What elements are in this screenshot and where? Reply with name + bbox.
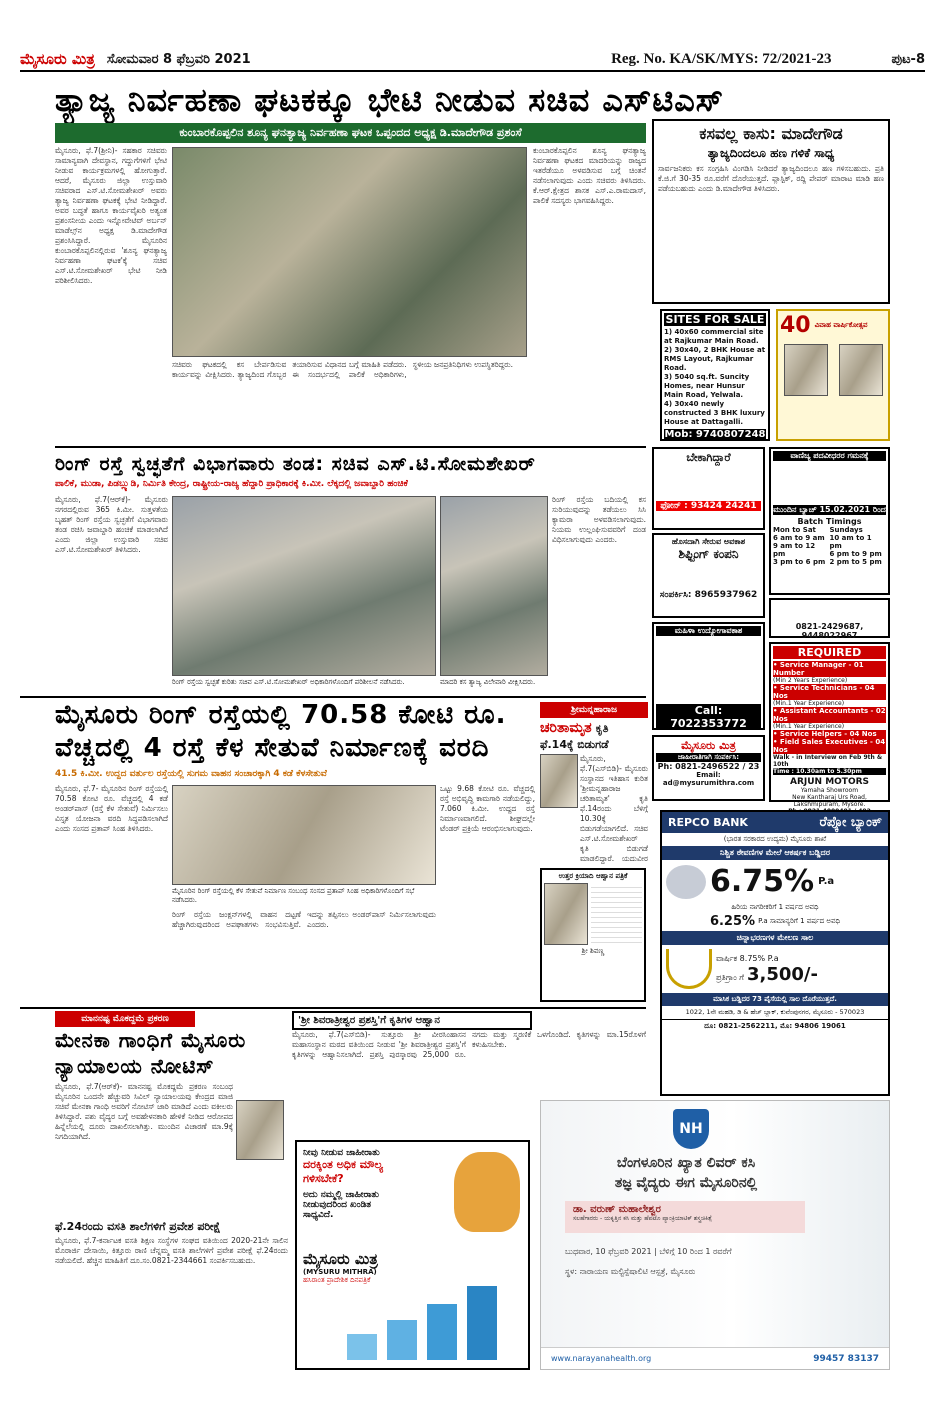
growth-bars-icon bbox=[337, 1280, 517, 1360]
story4-headline-suffix: ಕೃತಿ bbox=[595, 722, 609, 735]
shifting-name: ಶಿಫ್ಟಿಂಗ್ ಕಂಪನಿ bbox=[678, 547, 739, 561]
nh-date: ಬುಧವಾರ, 10 ಫೆಬ್ರವರಿ 2021 | ಬೆಳಿಗ್ಗೆ 10 ರಿಂದ 1 ರವರೆಗೆ bbox=[565, 1247, 732, 1256]
promo-line: ದರಕ್ಕಿಂತ ಅಧಿಕ ಮೌಲ್ಯ bbox=[303, 1158, 383, 1171]
side-story-box bbox=[652, 119, 890, 304]
required-ad bbox=[769, 642, 890, 808]
story4-tag bbox=[540, 702, 648, 718]
women-job-call: Call: 7022353772 bbox=[656, 704, 761, 730]
necklace-icon bbox=[666, 949, 712, 989]
nh-line1: ಬೆಂಗಳೂರಿನ ಖ್ಯಾತ ಲಿವರ್ ಕಸಿ bbox=[616, 1155, 756, 1171]
story4-headline-wrap bbox=[540, 720, 648, 736]
masthead bbox=[20, 48, 925, 72]
arjun-name: ARJUN MOTORS bbox=[789, 777, 870, 787]
story3-body-c: ಒಟ್ಟು 9.68 ಕೋಟಿ ರೂ. ವೆಚ್ಚದಲ್ಲಿ ರಸ್ತೆ ಅಭಿವೃದ್ಧಿ ಕಾಮಗಾರಿ ನಡೆಯಲಿದ್ದು, 7.060 ಕಿ.ಮೀ. ಉದ್ದದ ರಸ್ತೆ ನಿರ್ಮಾಣವಾಗಲಿದೆ. ಶೀಘ್ರದಲ್ಲೇ ಟೆಂಡರ್ ಪ್ರಕ್ರಿಯೆ ಆರಂಭಿಸಲಾಗುವುದು. bbox=[440, 784, 535, 833]
nh-doctor-banner bbox=[565, 1201, 805, 1233]
anniversary-photo-wife bbox=[784, 344, 828, 396]
shifting-title: ಹೊಸದಾಗಿ ಸೇರುವ ಅವಕಾಶ bbox=[671, 537, 746, 546]
gym-ad bbox=[769, 598, 890, 638]
masthead-page: ಪುಟ-8 bbox=[891, 51, 925, 67]
nh-doctor: ಡಾ. ವರುಣ್ ಮಹಾಲೇಶ್ವರ bbox=[573, 1204, 661, 1215]
nh-logo bbox=[673, 1109, 709, 1149]
repco-rate-pa: P.a bbox=[818, 876, 835, 887]
story1-subhead: ಕುಂಬಾರಕೊಪ್ಪಲಿನ ಶೂನ್ಯ ಘನತ್ಯಾಜ್ಯ ನಿರ್ವಹಣಾ ಘಟಕ ಒಪ್ಪಂದದ ಅಧ್ಯಕ್ಷ ಡಿ.ಮಾದೇಗೌಡ ಪ್ರಶಂಸೆ bbox=[55, 123, 646, 143]
coaching-title: ವಾಣಿಜ್ಯ ಪದವೀಧರರ ಗಮನಕ್ಕೆ bbox=[773, 451, 886, 461]
coaching-exam: ಮುಂದಿನ ಬ್ಯಾಚ್ 15.02.2021 ರಿಂದ bbox=[773, 505, 886, 514]
promo-line: ಗಳಿಸಬೇಕೆ? bbox=[303, 1172, 344, 1185]
anniversary-label: ವಿವಾಹ ವಾರ್ಷಿಕೋತ್ಸವ bbox=[814, 321, 868, 329]
story3-photo bbox=[172, 785, 436, 885]
piggy-bank-icon bbox=[666, 865, 706, 899]
required-item: • Service Helpers - 04 Nos bbox=[773, 730, 886, 738]
story2-caption-a: ರಿಂಗ್ ರಸ್ತೆಯ ಸ್ವಚ್ಛತೆ ಕುರಿತು ಸಚಿವ ಎಸ್.ಟಿ.ಸೋಮಶೇಖರ್ ಅಧಿಕಾರಿಗಳೊಂದಿಗೆ ಪರಿಶೀಲನೆ ನಡೆಸಿದರು. bbox=[172, 678, 405, 686]
sites-title: SITES FOR SALE bbox=[665, 313, 765, 326]
wanted-ad bbox=[652, 447, 765, 530]
promo-line: ಅದು ನಮ್ಮಲ್ಲಿ ಜಾಹೀರಾತು bbox=[303, 1190, 380, 1200]
gym-phone: 0821-2429687, 9448022967 bbox=[795, 622, 864, 640]
masthead-logo: ಮೈಸೂರು ಮಿತ್ರ bbox=[20, 50, 95, 68]
story4-subhead: ಫೆ.14ಕ್ಕೆ ಬಿಡುಗಡೆ bbox=[540, 738, 609, 751]
masthead-reg: Reg. No. KA/SK/MYS: 72/2021-23 bbox=[611, 50, 832, 67]
mitra-ad-ph: Ph: 0821-2496522 / 23 bbox=[657, 762, 760, 771]
repco-ad bbox=[660, 810, 890, 1096]
mitra-ad-email: Email: ad@mysurumithra.com bbox=[662, 771, 755, 787]
repco-gold-per: ಪ್ರತಿಗ್ರಾಂ ಗೆ bbox=[716, 972, 744, 982]
required-item: • Field Sales Executives - 04 Nos bbox=[773, 738, 886, 754]
story2-caption-b: ಮಾದರಿ ಕಸ ತ್ಯಾಜ್ಯ ವಿಲೇವಾರಿ ವೀಕ್ಷಿಸಿದರು. bbox=[440, 678, 536, 686]
story3-body-b: ರಿಂಗ್ ರಸ್ತೆಯ ಜಂಕ್ಷನ್‌ಗಳಲ್ಲಿ ವಾಹನ ದಟ್ಟಣೆ ಹೆಚ್ಚಾಗಿರುವುದರಿಂದ ಅಪಘಾತಗಳು ಸಂಭವಿಸುತ್ತಿವೆ. ಇದನ್ನು ತಪ್ಪಿಸಲು ಅಂಡರ್‌ಪಾಸ್ ನಿರ್ಮಿಸಲಾಗುವುದು ಎಂದರು. bbox=[172, 910, 436, 929]
sites-item: 4) 30x40 newly constructed 3 BHK luxury House at Dattagalli. bbox=[664, 400, 765, 426]
story2-body-a: ಮೈಸೂರು, ಫೆ.7(ಆರ್‌ಕೆ)- ಮೈಸೂರು ನಗರದಲ್ಲಿರುವ 365 ಕಿ.ಮೀ. ಸುತ್ತಳತೆಯ ಬೃಹತ್ ರಿಂಗ್ ರಸ್ತೆಯ ಸ್ವಚ್ಛತೆಗೆ ವಿಭಾಗವಾರು ತಂಡ ರಚಿಸಿ ಜವಾಬ್ದಾರಿ ಹಂಚಿಕೆ ಮಾಡಲಾಗಿದೆ ಎಂದು ಜಿಲ್ಲಾ ಉಸ್ತುವಾರಿ ಸಚಿವ ಎಸ್.ಟಿ.ಸೋಮಶೇಖರ್ ತಿಳಿಸಿದರು. bbox=[55, 495, 168, 554]
story4-tag-text: ಶ್ರೀಮನ್ನಹಾರಾಜ bbox=[570, 705, 618, 715]
side-story-subhead: ತ್ಯಾಜ್ಯದಿಂದಲೂ ಹಣ ಗಳಿಕೆ ಸಾಧ್ಯ bbox=[707, 146, 835, 160]
nh-doctor-sub: ಸಲಹೆಗಾರರು - ಯಕೃತ್ತಿನ ಕಸಿ ಮತ್ತು ಹೆಪಟೊ ಪ್ಯಾಂಕ್ರಿಯಾಟಿಕ್ ಶಸ್ತ್ರಚಿಕಿತ್ಸೆ bbox=[573, 1215, 712, 1222]
repco-gold-rate: ವಾರ್ಷಿಕ 8.75% P.a bbox=[716, 953, 779, 963]
anniversary-photo-husband bbox=[839, 344, 883, 396]
arjun-sub: Yamaha Showroom bbox=[800, 787, 859, 794]
divider bbox=[55, 446, 646, 448]
story7-headline: 'ಶ್ರೀ ಶಿವರಾತ್ರೀಶ್ವರ ಪ್ರಶಸ್ತಿ'ಗೆ ಕೃತಿಗಳ ಆಹ್ವಾನ bbox=[292, 1011, 532, 1030]
story1-headline: ತ್ಯಾಜ್ಯ ನಿರ್ವಹಣಾ ಘಟಕಕ್ಕೂ ಭೇಟಿ ನೀಡುವ ಸಚಿವ ಎಸ್‌ಟಿಎಸ್ bbox=[55, 81, 725, 119]
batch-time: 3 pm to 6 pm bbox=[773, 558, 826, 566]
promo-tagline: ಹಸಿರಾಂತ ಪ್ರಾದೇಶಿಕ ದಿನಪತ್ರಿಕೆ bbox=[303, 1276, 371, 1284]
repco-gold-note: ಮಾಸಿಕ ಬಡ್ಡಿದರ 73 ಪೈಸೆಯಲ್ಲಿ ಸಾಲ ದೊರೆಯುತ್ತದೆ. bbox=[662, 993, 888, 1006]
story2-subhead: ಪಾಲಿಕೆ, ಮುಡಾ, ಪಿಡಬ್ಲ್ಯುಡಿ, ನಿರ್ಮಿತಿ ಕೇಂದ್ರ, ರಾಷ್ಟ್ರೀಯ-ರಾಜ್ಯ ಹೆದ್ದಾರಿ ಪ್ರಾಧಿಕಾರಕ್ಕೆ ಕಿ.ಮೀ. ಲೆಕ್ಕದಲ್ಲಿ ಜವಾಬ್ದಾರಿ ಹಂಚಿಕೆ bbox=[55, 479, 408, 489]
promo-logo-en: (MYSURU MITHRA) bbox=[303, 1268, 377, 1276]
required-item: (Min.1 Year Experience) bbox=[773, 723, 845, 730]
story3-headline-line1: ಮೈಸೂರು ರಿಂಗ್ ರಸ್ತೆಯಲ್ಲಿ 70.58 ಕೋಟಿ ರೂ. bbox=[55, 700, 507, 730]
repco-bank-en: REPCO BANK bbox=[668, 816, 748, 829]
nh-line2: ತಜ್ಞ ವೈದ್ಯರು ಈಗ ಮೈಸೂರಿನಲ್ಲಿ bbox=[614, 1175, 758, 1191]
promo-line: ನೀಡುವುದರಿಂದ ಖಂಡಿತ bbox=[303, 1200, 372, 1210]
required-item: • Service Technicians - 04 Nos bbox=[773, 684, 886, 700]
repco-phone: ದೂ: 0821-2562211, ಮೊ: 94806 19061 bbox=[662, 1019, 888, 1033]
wanted-title: ಬೇಕಾಗಿದ್ದಾರೆ bbox=[686, 451, 731, 464]
batch-sun-label: Sundays bbox=[829, 526, 863, 534]
nh-url: www.narayanahealth.org bbox=[551, 1354, 652, 1363]
batch-time: 6 am to 9 am bbox=[773, 534, 825, 542]
story6-headline: ಫೆ.24ರಂದು ವಸತಿ ಶಾಲೆಗಳಿಗೆ ಪ್ರವೇಶ ಪರೀಕ್ಷೆ bbox=[55, 1220, 221, 1233]
coaching-ad bbox=[769, 447, 890, 595]
story5-tag bbox=[55, 1011, 195, 1027]
side-story-body: ಸಾರ್ವಜನಿಕರು ಕಸ ಸಂಗ್ರಹಿಸಿ ವಿಂಗಡಿಸಿ ನೀಡಿದರೆ ತ್ಯಾಜ್ಯದಿಂದಲೂ ಹಣ ಗಳಿಸಬಹುದು. ಪ್ರತಿ ಕೆ.ಜಿ.ಗೆ 30-35 ರೂ.ವರೆಗೆ ದೊರೆಯುತ್ತದೆ. ಪ್ಲಾಸ್ಟಿಕ್, ರದ್ದಿ ಪೇಪರ್ ಮಾರಾಟ ಮಾಡಿ ಹಣ ಪಡೆಯಬಹುದು ಎಂದು ಡಿ.ಮಾದೇಗೌಡ ತಿಳಿಸಿದರು. bbox=[658, 164, 884, 193]
story1-body-a: ಮೈಸೂರು, ಫೆ.7(ಶ್ರೀನಿ)- ಸಹಕಾರ ಸಚಿವರು ಸಾಮಾನ್ಯವಾಗಿ ದೇವಸ್ಥಾನ, ಗದ್ದುಗೆಗಳಿಗೆ ಭೇಟಿ ನೀಡುವ ಕಾರ್ಯಕ್ರಮಗಳಲ್ಲಿ ಹೋಗುತ್ತಾರೆ. ಆದರೆ, ಮೈಸೂರು ಜಿಲ್ಲಾ ಉಸ್ತುವಾರಿ ಸಚಿವರಾದ ಎಸ್.ಟಿ.ಸೋಮಶೇಖರ್ ಅವರು ತ್ಯಾಜ್ಯ ನಿರ್ವಹಣಾ ಘಟಕಕ್ಕೆ ಭೇಟಿ ನೀಡಿದ್ದಾರೆ. ಅವರ ಬದ್ಧತೆ ಹಾಗೂ ಕಾರ್ಯವೈಖರಿ ಅತ್ಯಂತ ಪ್ರಶಂಸನೀಯ ಎಂದು ಇನ್ನೋವೇಟಿವ್ ಅರ್ಬನ್ ಮಾಡೆಲ್ಸ್‌ನ ಅಧ್ಯಕ್ಷ ಡಿ.ಮಾದೇಗೌಡ ಪ್ರಶಂಸಿಸಿದ್ದಾರೆ. ಮೈಸೂರಿನ ಕುಂಬಾರಕೊಪ್ಪಲಿನಲ್ಲಿರುವ 'ಶೂನ್ಯ ಘನತ್ಯಾಜ್ಯ ನಿರ್ವಹಣಾ ಘಟಕ'ಕ್ಕೆ ಸಚಿವ ಎಸ್.ಟಿ.ಸೋಮಶೇಖರ್ ಭೇಟಿ ನೀಡಿ ಪರಿಶೀಲಿಸಿದರು. bbox=[55, 146, 167, 285]
story1-body-c: ಕುಂಬಾರಕೊಪ್ಪಲಿನ ಶೂನ್ಯ ಘನತ್ಯಾಜ್ಯ ನಿರ್ವಹಣಾ ಘಟಕದ ಮಾದರಿಯನ್ನು ರಾಜ್ಯದ ಇತರೆಡೆಯೂ ಅಳವಡಿಸುವ ಬಗ್ಗೆ ಚಿಂತನೆ ನಡೆಸಲಾಗುವುದು ಎಂದು ಸಚಿವರು ತಿಳಿಸಿದರು. ಕೆ.ಆರ್.ಕ್ಷೇತ್ರದ ಶಾಸಕ ಎಸ್.ಎ.ರಾಮದಾಸ್, ಪಾಲಿಕೆ ಸದಸ್ಯರು ಭಾಗವಹಿಸಿದ್ದರು. bbox=[533, 146, 646, 205]
mitra-ad bbox=[652, 735, 765, 801]
story3-headline-line2: ವೆಚ್ಚದಲ್ಲಿ 4 ರಸ್ತೆ ಕೆಳ ಸೇತುವೆ ನಿರ್ಮಾಣಕ್ಕೆ ವರದಿ bbox=[55, 733, 490, 763]
batch-time: 6 pm to 9 pm bbox=[829, 550, 882, 558]
story2-headline: ರಿಂಗ್ ರಸ್ತೆ ಸ್ವಚ್ಛತೆಗೆ ವಿಭಾಗವಾರು ತಂಡ: ಸಚಿವ ಎಸ್.ಟಿ.ಸೋಮಶೇಖರ್ bbox=[55, 453, 536, 475]
promo-ad bbox=[295, 1140, 530, 1370]
batch-time: 10 am to 1 pm bbox=[829, 534, 872, 550]
repco-addr: 1022, 1ನೇ ಮಹಡಿ, ಡಿ & ಹೆಚ್ ಬ್ಲಾಕ್, ಕುವೆಂಪುನಗರ, ಮೈಸೂರು - 570023 bbox=[685, 1008, 865, 1016]
story5-headline-line2: ನ್ಯಾಯಾಲಯ ನೋಟಿಸ್ bbox=[55, 1054, 215, 1078]
repco-general: P.a ಸಾಮಾನ್ಯರಿಗೆ 1 ವರ್ಷದ ಅವಧಿ bbox=[758, 917, 841, 925]
nh-venue: ಸ್ಥಳ: ನಾರಾಯಣ ಮಲ್ಟಿಸ್ಪೆಷಾಲಿಟಿ ಆಸ್ಪತ್ರೆ, ಮೈಸೂರು bbox=[565, 1267, 696, 1276]
mitra-ad-adv: ಜಾಹೀರಾತಿಗಾಗಿ ಸಂಪರ್ಕಿಸಿ: bbox=[656, 753, 761, 762]
story4-book-photo bbox=[540, 754, 578, 808]
story5-photo bbox=[236, 1100, 284, 1160]
women-job-ad bbox=[652, 622, 765, 730]
repco-bank-kn: ರೆಪ್ಕೋ ಬ್ಯಾಂಕ್ bbox=[819, 815, 882, 830]
story2-photo-a bbox=[172, 496, 436, 676]
batch-time: 2 pm to 5 pm bbox=[829, 558, 882, 566]
batch-mon-label: Mon to Sat bbox=[773, 526, 816, 534]
obituary-title: ಉತ್ತರ ಕ್ರಿಯಾದಿ ಆಹ್ವಾನ ಪತ್ರಿಕೆ bbox=[558, 872, 628, 880]
sites-item: 2) 30x40, 2 BHK House at RMS Layout, Rajkumar Road. bbox=[664, 346, 766, 372]
repco-fd-title: ನಿಶ್ಚಿತ ಠೇವಣಿಗಳ ಮೇಲೆ ಆಕರ್ಷಕ ಬಡ್ಡಿದರ bbox=[662, 846, 888, 860]
sites-item: 1) 40x60 commercial site at Rajkumar Main Road. bbox=[664, 328, 764, 345]
obituary bbox=[540, 868, 646, 1002]
promo-line: ಸಾಧ್ಯವಿದೆ. bbox=[303, 1210, 334, 1220]
shifting-ad bbox=[652, 533, 765, 618]
repco-senior: ಹಿರಿಯ ನಾಗರೀಕರಿಗೆ 1 ವರ್ಷದ ಅವಧಿ bbox=[731, 903, 819, 911]
wanted-phone: ಫೋನ್ : 93424 24241 bbox=[656, 501, 761, 511]
batch-time: 9 am to 12 pm bbox=[773, 542, 816, 558]
sites-ad bbox=[660, 309, 770, 441]
divider bbox=[20, 696, 646, 698]
repco-gold-amount: 3,500/- bbox=[746, 963, 818, 985]
obituary-photo bbox=[544, 883, 588, 945]
story4-body: ಮೈಸೂರು, ಫೆ.7(ಎಸ್‌ಬಿಡಿ)- ಮೈಸೂರು ಸಂಸ್ಥಾನದ ಇತಿಹಾಸ ಕುರಿತ 'ಶ್ರೀಮನ್ನಹಾರಾಜ ಚರಿತಾಮೃತ' ಕೃತಿ ಫೆ.14ರಂದು ಬೆಳಿಗ್ಗೆ 10.30ಕ್ಕೆ ಬಿಡುಗಡೆಯಾಗಲಿದೆ. ಸಚಿವ ಎಸ್.ಟಿ.ಸೋಮಶೇಖರ್ ಕೃತಿ ಬಿಡುಗಡೆ ಮಾಡಲಿದ್ದಾರೆ. ಯದುವೀರ bbox=[580, 754, 648, 863]
mascot-icon bbox=[454, 1152, 520, 1232]
promo-line: ನೀವು ನೀಡುವ ಜಾಹೀರಾತು bbox=[303, 1148, 380, 1158]
nh-phone: 99457 83137 bbox=[813, 1353, 879, 1364]
nh-ad bbox=[540, 1100, 890, 1370]
story4-headline: ಚರಿತಾಮೃತ bbox=[540, 720, 592, 736]
required-item: (Min 2 Years Experience) bbox=[773, 677, 848, 684]
story7-body: ಮೈಸೂರು, ಫೆ.7(ಎಸ್‌ಬಿಡಿ)- ಸುತ್ತೂರು ಶ್ರೀ ವೀರಸಿಂಹಾಸನ ಮಹಾಸಂಸ್ಥಾನ ಮಠದ ವತಿಯಿಂದ ನೀಡುವ 'ಶ್ರೀ ಶಿವರಾತ್ರೀಶ್ವರ ಪ್ರಶಸ್ತಿ'ಗೆ ಕೃತಿಗಳನ್ನು ಆಹ್ವಾನಿಸಲಾಗಿದೆ. ಪ್ರಶಸ್ತಿ ಪುರಸ್ಕಾರವು 25,000 ರೂ. ನಗದು ಮತ್ತು ಸ್ಮರಣಿಕೆ ಒಳಗೊಂಡಿದೆ. ಕೃತಿಗಳನ್ನು ಮಾ.15ರೊಳಗೆ ಕಳುಹಿಸಬೇಕು. bbox=[292, 1030, 646, 1059]
required-item: (Min.1 Year Experience) bbox=[773, 700, 845, 707]
required-item: • Service Manager - 01 Number bbox=[773, 661, 886, 677]
shifting-contact: ಸಂಪರ್ಕಿಸಿ: 8965937962 bbox=[659, 590, 758, 600]
story1-photo bbox=[172, 147, 527, 357]
story5-tag-text: ಮಾನನಷ್ಟ ಮೊಕದ್ದಮೆ ಪ್ರಕರಣ bbox=[81, 1014, 169, 1024]
sites-mob: Mob: 9740807248 bbox=[664, 429, 766, 440]
nh-logo-text: NH bbox=[679, 1121, 703, 1137]
story3-caption: ಮೈಸೂರಿನ ರಿಂಗ್ ರಸ್ತೆಯಲ್ಲಿ ಕೆಳ ಸೇತುವೆ ನಿರ್ಮಾಣ ಸಂಬಂಧ ಸಂಸದ ಪ್ರತಾಪ್ ಸಿಂಹ ಅಧಿಕಾರಿಗಳೊಂದಿಗೆ ಸಭೆ ನಡೆಸಿದರು. bbox=[172, 887, 415, 904]
mitra-ad-logo: ಮೈಸೂರು ಮಿತ್ರ bbox=[681, 739, 736, 752]
anniversary-ad bbox=[776, 309, 890, 441]
repco-gold-title: ಚಿನ್ನಾಭರಣಗಳ ಮೇಲಣ ಸಾಲ bbox=[662, 931, 888, 945]
story3-subhead: 41.5 ಕಿ.ಮೀ. ಉದ್ದದ ವರ್ತುಲ ರಸ್ತೆಯಲ್ಲಿ ಸುಗಮ ವಾಹನ ಸಂಚಾರಕ್ಕಾಗಿ 4 ಕಡೆ ಕೆಳಸೇತುವೆ bbox=[55, 769, 327, 779]
side-story-headline: ಕಸವಲ್ಲ ಕಾಸು: ಮಾದೇಗೌಡ bbox=[699, 124, 843, 143]
story2-body-b: ರಿಂಗ್ ರಸ್ತೆಯ ಬದಿಯಲ್ಲಿ ಕಸ ಸುರಿಯುವುದನ್ನು ತಡೆಯಲು ಸಿಸಿ ಕ್ಯಾಮರಾ ಅಳವಡಿಸಲಾಗುವುದು. ನಿಯಮ ಉಲ್ಲಂಘಿಸುವವರಿಗೆ ದಂಡ ವಿಧಿಸಲಾಗುವುದು ಎಂದರು. bbox=[552, 495, 646, 544]
story6-body: ಮೈಸೂರು, ಫೆ.7-ಕರ್ನಾಟಕ ವಸತಿ ಶಿಕ್ಷಣ ಸಂಸ್ಥೆಗಳ ಸಂಘದ ವತಿಯಿಂದ 2020-21ನೇ ಸಾಲಿನ ಮೊರಾರ್ಜಿ ದೇಸಾಯಿ, ಕಿತ್ತೂರು ರಾಣಿ ಚೆನ್ನಮ್ಮ ವಸತಿ ಶಾಲೆಗಳಿಗೆ ಪ್ರವೇಶ ಪರೀಕ್ಷೆ ಫೆ.24ರಂದು ನಡೆಯಲಿದೆ. ಹೆಚ್ಚಿನ ಮಾಹಿತಿಗೆ ದೂ.ಸಂ.0821-2344661 ಸಂಪರ್ಕಿಸಬಹುದು. bbox=[55, 1236, 288, 1265]
story2-photo-b bbox=[440, 496, 548, 676]
repco-sub: (ಭಾರತ ಸರಕಾರದ ಉದ್ಯಮ) ಮೈಸೂರು ಶಾಖೆ bbox=[723, 835, 827, 843]
promo-logo: ಮೈಸೂರು ಮಿತ್ರ bbox=[303, 1250, 378, 1268]
batch-title: Batch Timings bbox=[797, 517, 862, 526]
anniversary-number: 40 bbox=[780, 313, 811, 338]
repco-rate-big: 6.75% bbox=[710, 864, 815, 899]
nh-footer bbox=[541, 1347, 889, 1369]
repco-rate-small: 6.25% bbox=[709, 914, 756, 929]
story5-body: ಮೈಸೂರು, ಫೆ.7(ಆರ್‌ಕೆ)- ಮಾನನಷ್ಟ ಮೊಕದ್ದಮೆ ಪ್ರಕರಣ ಸಂಬಂಧ ಮೈಸೂರಿನ ಒಂದನೇ ಹೆಚ್ಚುವರಿ ಸಿವಿಲ್ ನ್ಯಾಯಾಲಯವು ಕೇಂದ್ರದ ಮಾಜಿ ಸಚಿವೆ ಮೇನಕಾ ಗಾಂಧಿ ಅವರಿಗೆ ನೋಟಿಸ್ ಜಾರಿ ಮಾಡಿದೆ ಎಂದು ವಕೀಲರು ತಿಳಿಸಿದ್ದಾರೆ. ಪಶು ವೈದ್ಯರ ಬಗ್ಗೆ ಅವಹೇಳನಕಾರಿ ಹೇಳಿಕೆ ನೀಡಿದ ಆರೋಪದ ಹಿನ್ನೆಲೆಯಲ್ಲಿ ದೂರು ದಾಖಲಿಸಲಾಗಿತ್ತು. ಮುಂದಿನ ವಿಚಾರಣೆ ಮಾ.9ಕ್ಕೆ ನಿಗದಿಯಾಗಿದೆ. bbox=[55, 1082, 233, 1141]
required-item: Walk - in Interview on Feb 9th & 10th bbox=[773, 754, 883, 768]
obituary-name: ಶ್ರೀ ಶಿವಣ್ಣ bbox=[581, 947, 605, 955]
story5-headline-line1: ಮೇನಕಾ ಗಾಂಧಿಗೆ ಮೈಸೂರು bbox=[55, 1028, 247, 1052]
women-job-title: ಮಹಿಳಾ ಉದ್ಯೋಗಾವಕಾಶ bbox=[656, 626, 761, 636]
required-title: REQUIRED bbox=[773, 646, 886, 659]
masthead-date: ಸೋಮವಾರ 8 ಫೆಬ್ರವರಿ 2021 bbox=[106, 51, 251, 67]
arjun-addr: New Kantharaj Urs Road, Lakshmipuram, Mysore. bbox=[792, 794, 867, 808]
story3-body-a: ಮೈಸೂರು, ಫೆ.7- ಮೈಸೂರಿನ ರಿಂಗ್ ರಸ್ತೆಯಲ್ಲಿ 70.58 ಕೋಟಿ ರೂ. ವೆಚ್ಚದಲ್ಲಿ 4 ಕಡೆ ಅಂಡರ್‌ಪಾಸ್ (ರಸ್ತೆ ಕೆಳ ಸೇತುವೆ) ನಿರ್ಮಿಸಲು ವಿಸ್ತೃತ ಯೋಜನಾ ವರದಿ ಸಿದ್ಧಪಡಿಸಲಾಗಿದೆ ಎಂದು ಸಂಸದ ಪ್ರತಾಪ್ ಸಿಂಹ ತಿಳಿಸಿದರು. bbox=[55, 784, 168, 833]
required-item: Time : 10.30am to 5.30pm bbox=[773, 768, 886, 775]
required-item: • Assistant Accountants - 02 Nos bbox=[773, 707, 886, 723]
story1-body-b: ಸಚಿವರು ಘಟಕದಲ್ಲಿ ಕಸ ಬೇರ್ಪಡಿಸುವ ಕಾರ್ಯವನ್ನು ವೀಕ್ಷಿಸಿದರು. ತ್ಯಾಜ್ಯದಿಂದ ಗೊಬ್ಬರ ತಯಾರಿಸುವ ವಿಧಾನದ ಬಗ್ಗೆ ಮಾಹಿತಿ ಪಡೆದರು. ಈ ಸಂದರ್ಭದಲ್ಲಿ ಪಾಲಿಕೆ ಅಧಿಕಾರಿಗಳು, ಸ್ಥಳೀಯ ಜನಪ್ರತಿನಿಧಿಗಳು ಉಪಸ್ಥಿತರಿದ್ದರು. bbox=[172, 360, 513, 379]
divider bbox=[20, 1007, 646, 1009]
sites-item: 3) 5040 sq.ft. Suncity Homes, near Hunsur Main Road, Yelwala. bbox=[664, 373, 750, 399]
